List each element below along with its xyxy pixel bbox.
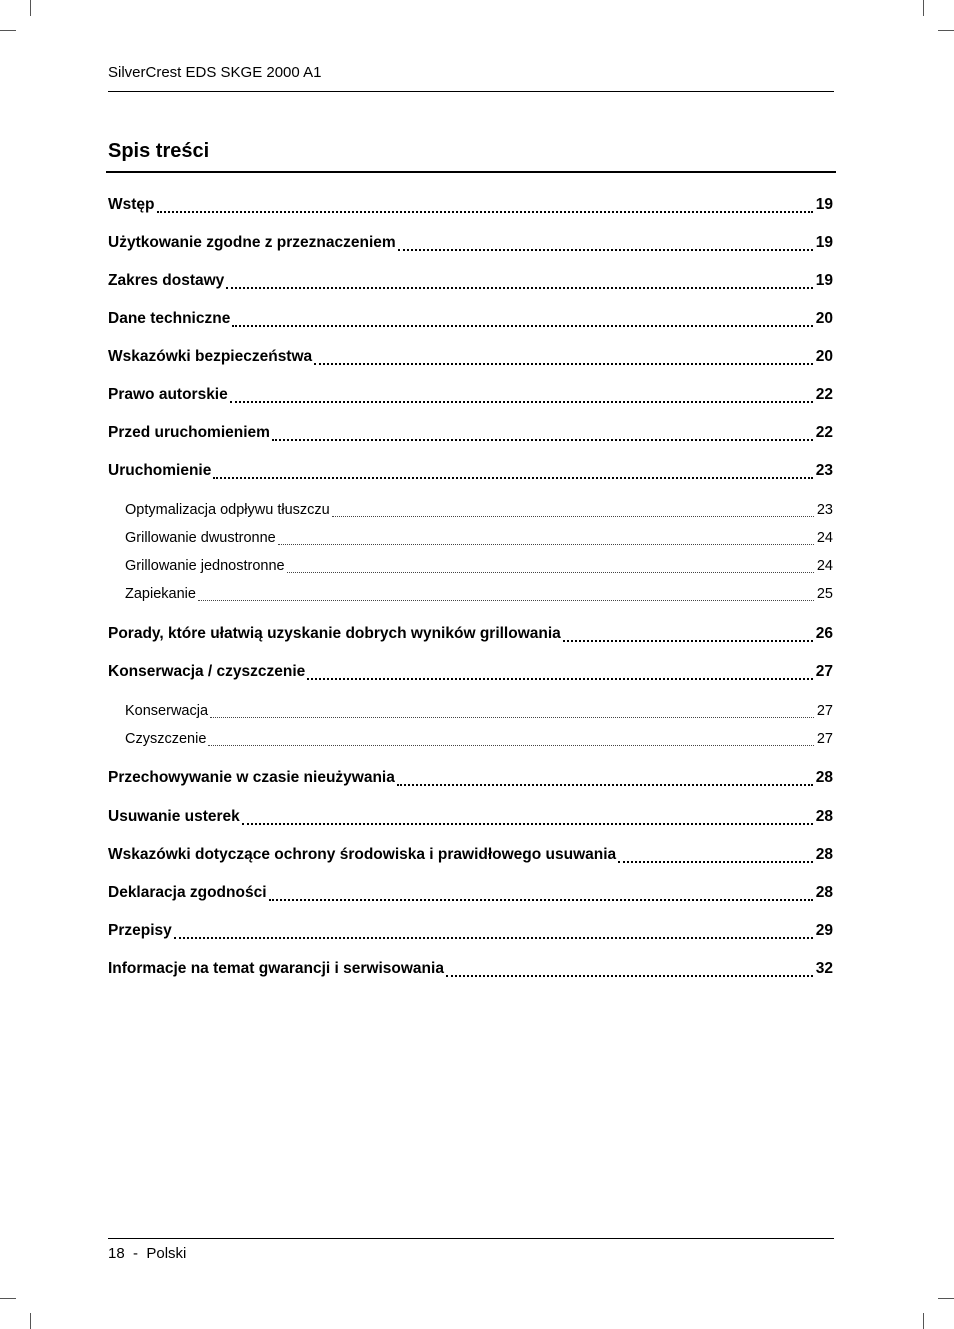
toc-entry[interactable] [108,348,833,370]
toc-leader-dots [618,861,813,863]
toc-subentry[interactable] [108,558,833,578]
toc-entry-page: 27 [816,731,833,747]
toc-entry-label: Optymalizacja odpływu tłuszczu [125,502,330,518]
toc-leader-dots [213,477,812,479]
footer-language: Polski [146,1245,187,1262]
toc-entry-page: 22 [815,386,833,403]
toc-leader-dots [272,439,813,441]
toc-entry-label: Zapiekanie [125,586,196,602]
toc-entry[interactable] [108,234,833,256]
toc-subentry[interactable] [108,502,833,522]
crop-mark-bottom-right [923,1313,924,1329]
toc-subentry[interactable] [108,530,833,550]
toc-entry-label: Zakres dostawy [108,272,225,289]
toc-entry-page: 32 [815,960,833,977]
toc-entry[interactable] [108,960,833,982]
toc-leader-dots [397,784,813,786]
toc-entry-page: 28 [815,846,833,863]
toc-title: Spis treści [108,140,210,162]
toc-entry[interactable] [108,462,833,484]
toc-leader-dots [307,678,812,680]
toc-entry[interactable] [108,808,833,830]
toc-entry-page: 22 [815,424,833,441]
crop-mark-top-left [0,30,16,31]
toc-entry[interactable] [108,196,833,218]
toc-entry-label: Wskazówki bezpieczeństwa [108,348,313,365]
toc-leader-dots [332,516,814,517]
toc-entry-page: 24 [816,558,833,574]
toc-leader-dots [230,401,813,403]
footer-separator: - [133,1245,139,1262]
toc-subentry[interactable] [108,703,833,723]
toc-leader-dots [269,899,813,901]
toc-entry-page: 23 [815,462,833,479]
toc-leader-dots [242,823,813,825]
toc-entry[interactable] [108,272,833,294]
toc-entry-page: 29 [815,922,833,939]
toc-entry-page: 26 [815,625,833,642]
toc-leader-dots [563,640,813,642]
toc-subentry[interactable] [108,731,833,751]
toc-entry-page: 20 [815,348,833,365]
toc-entry[interactable] [108,386,833,408]
toc-entry-page: 28 [815,769,833,786]
toc-entry-page: 24 [816,530,833,546]
toc-leader-dots [232,325,812,327]
toc-entry-label: Konserwacja [125,703,209,719]
running-header [108,64,833,81]
toc-entry-page: 19 [815,234,833,251]
crop-mark-bottom-right [938,1298,954,1299]
toc-entry-label: Przepisy [108,922,172,939]
crop-mark-top-right [923,0,924,16]
toc-entry-label: Przechowywanie w czasie nieużywania [108,769,395,786]
toc-entry-page: 23 [816,502,833,518]
crop-mark-top-right [938,30,954,31]
toc-entry-label: Konserwacja / czyszczenie [108,663,306,680]
toc-entry-label: Wskazówki dotyczące ochrony środowiska i prawidłowego usuwania [108,846,617,863]
footer-page-number: 18 [108,1245,125,1262]
toc-entry-label: Wstęp [108,196,155,213]
toc-entry-page: 28 [815,884,833,901]
toc-entry[interactable] [108,424,833,446]
toc-leader-dots [287,572,814,573]
toc-entry-label: Porady, które ułatwią uzyskanie dobrych wyników grillowania [108,625,561,642]
toc-entry-label: Grillowanie dwustronne [125,530,276,546]
toc-leader-dots [174,937,813,939]
toc-leader-dots [226,287,812,289]
toc-leader-dots [278,544,814,545]
toc-entry-page: 27 [815,663,833,680]
toc-entry-label: Czyszczenie [125,731,207,747]
toc-entry-label: Informacje na temat gwarancji i serwisowania [108,960,444,977]
crop-mark-bottom-left [0,1298,16,1299]
title-rule [106,171,836,173]
header-product: SilverCrest EDS SKGE 2000 A1 [108,64,322,81]
toc-entry-label: Grillowanie jednostronne [125,558,285,574]
toc-entry-label: Przed uruchomieniem [108,424,270,441]
toc-subentry[interactable] [108,586,833,606]
crop-mark-bottom-left [30,1313,31,1329]
header-rule [108,91,834,92]
running-footer [108,1245,186,1262]
toc-entry-label: Uruchomienie [108,462,212,479]
toc-entry[interactable] [108,769,833,791]
toc-entry-page: 19 [815,196,833,213]
toc-entry[interactable] [108,922,833,944]
toc-entry-label: Usuwanie usterek [108,808,240,825]
toc-entry-page: 20 [815,310,833,327]
toc-entry[interactable] [108,625,833,647]
crop-mark-top-left [30,0,31,16]
toc-entry-page: 25 [816,586,833,602]
toc-entry-label: Dane techniczne [108,310,231,327]
toc-entry-page: 28 [815,808,833,825]
toc-leader-dots [208,745,813,746]
toc-entry-page: 27 [816,703,833,719]
toc-entry[interactable] [108,884,833,906]
toc-entry-label: Użytkowanie zgodne z przeznaczeniem [108,234,396,251]
toc-entry-page: 19 [815,272,833,289]
toc-entry[interactable] [108,663,833,685]
toc-entry[interactable] [108,846,833,868]
toc-leader-dots [210,717,814,718]
toc-leader-dots [446,975,813,977]
toc-leader-dots [198,600,814,601]
toc-entry-label: Prawo autorskie [108,386,228,403]
footer-rule [108,1238,834,1239]
toc-entry[interactable] [108,310,833,332]
toc-leader-dots [314,363,813,365]
toc-entry-label: Deklaracja zgodności [108,884,267,901]
toc-leader-dots [157,211,813,213]
toc-leader-dots [398,249,813,251]
